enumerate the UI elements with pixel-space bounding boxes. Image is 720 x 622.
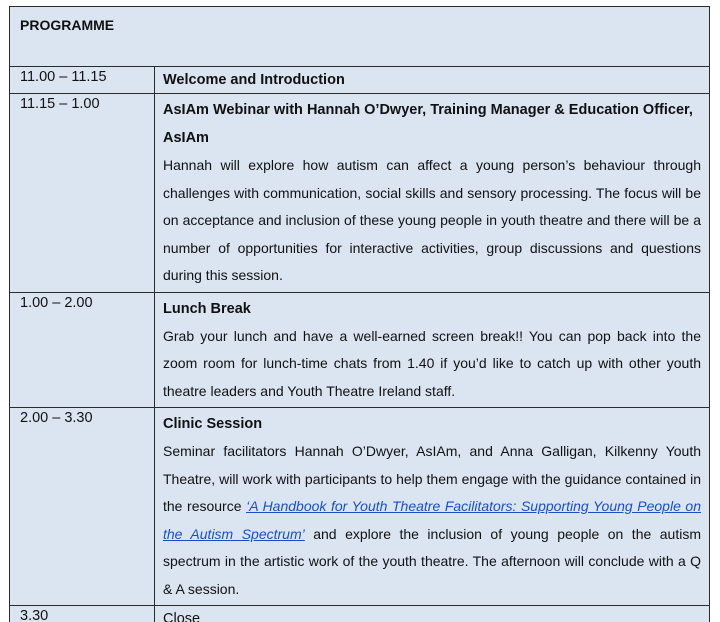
session-description: Grab your lunch and have a well-earned screen break!! You can pop back into the zoom room for lunch-time chats from 1.40 if you’d like to catch up with other youth theatre leaders and Youth Theatre Ireland staff. xyxy=(163,327,701,399)
description-text: and explore the inclusion of young people on the autism spectrum in the artistic work of the youth theatre. The afternoon will conclude with a Q & A session. xyxy=(163,525,701,597)
session-title: AsIAm Webinar with Hannah O’Dwyer, Training Manager & Education Officer, AsIAm xyxy=(163,102,693,146)
time-cell: 1.00 – 2.00 xyxy=(10,292,155,408)
session-title: Close xyxy=(163,611,201,622)
time-cell: 11.00 – 11.15 xyxy=(10,67,155,94)
session-cell xyxy=(155,67,710,94)
table-row xyxy=(10,292,710,408)
session-cell xyxy=(155,292,710,408)
description-text: Seminar facilitators Hannah O’Dwyer, AsIAm, and Anna Galligan, Kilkenny Youth Theatre, will work with participants to help them engage with the guidance contained in the resource xyxy=(163,443,701,514)
session-cell xyxy=(155,606,710,622)
table-row xyxy=(10,67,710,94)
table-row xyxy=(10,408,710,606)
time-cell: 11.15 – 1.00 xyxy=(10,94,155,293)
time-cell: 3.30 xyxy=(10,606,155,622)
programme-document xyxy=(9,6,710,622)
session-description xyxy=(163,438,701,603)
programme-table xyxy=(9,6,710,622)
session-title: Lunch Break xyxy=(163,300,251,317)
session-cell xyxy=(155,408,710,606)
header-row xyxy=(10,7,710,67)
handbook-link[interactable]: ‘A Handbook for Youth Theatre Facilitators: Supporting Young People on the Autism Spectrum’ xyxy=(163,498,701,542)
table-row xyxy=(10,606,710,622)
session-description: Hannah will explore how autism can affect a young person’s behaviour through challenges with communication, social skills and sensory processing. The focus will be on acceptance and inclusion of these young people in youth theatre and there will be a number of opportunities for interactive activities, group discussions and questions during this session. xyxy=(163,157,701,283)
session-title: Welcome and Introduction xyxy=(163,72,345,88)
time-cell: 2.00 – 3.30 xyxy=(10,408,155,606)
session-title: Clinic Session xyxy=(163,416,263,432)
programme-heading: PROGRAMME xyxy=(10,7,710,67)
session-cell xyxy=(155,94,710,293)
table-row xyxy=(10,94,710,293)
